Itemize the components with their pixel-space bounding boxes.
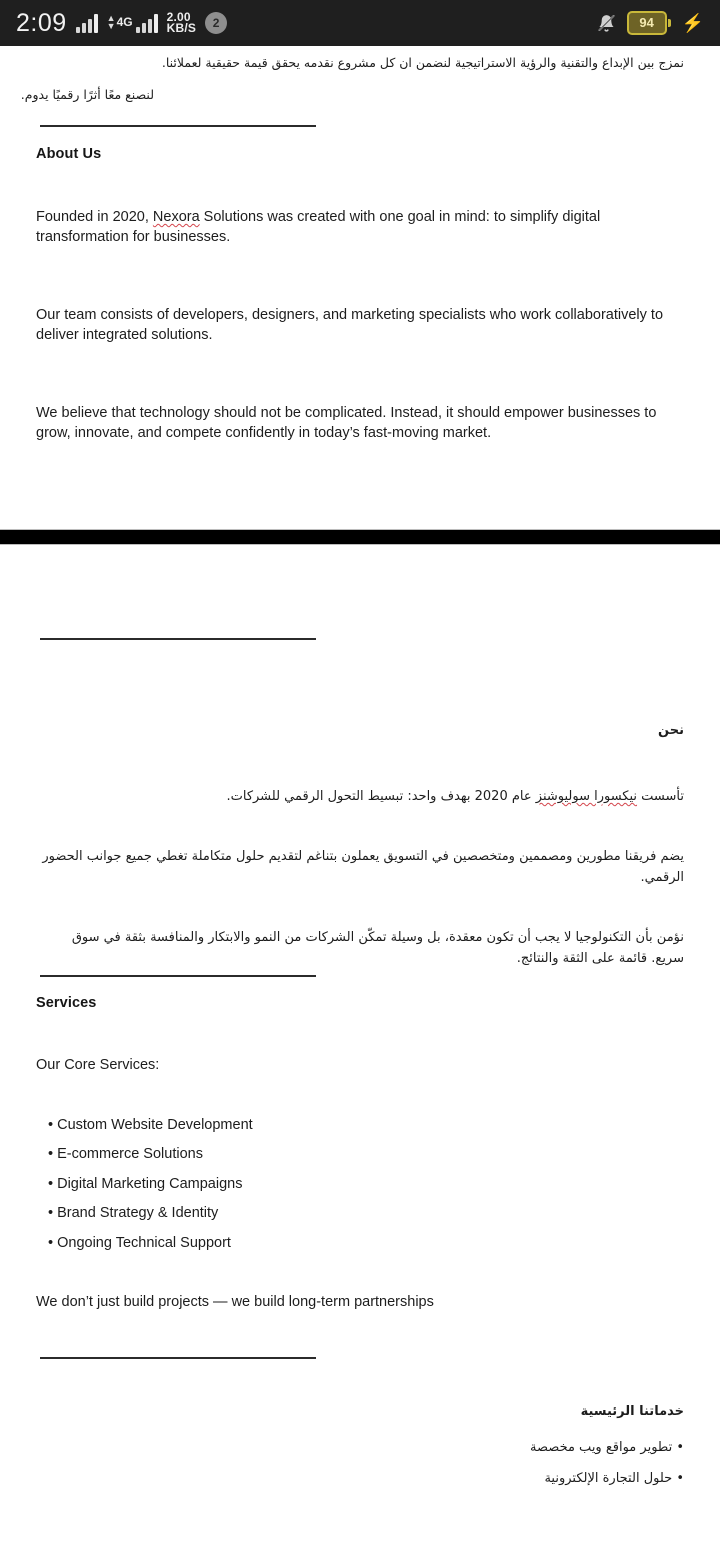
list-item: • Ongoing Technical Support: [48, 1234, 231, 1251]
battery-cap: [668, 19, 671, 27]
heading-about-us: About Us: [36, 146, 102, 162]
signal-bars-icon: [76, 14, 98, 33]
document-page-two: [0, 545, 720, 1489]
list-item: • Custom Website Development: [48, 1116, 253, 1133]
status-bar-right: [597, 11, 704, 35]
document-viewer[interactable]: [0, 46, 720, 1489]
clock: 2:09: [16, 8, 67, 37]
list-item: • حلول التجارة الإلكترونية: [544, 1470, 684, 1486]
arabic-intro-line-1: نمزج بين الإبداع والتقنية والرؤية الاستراتيجية لنضمن ان كل مشروع نقدمه يحقق قيمة حقيقية لعملائنا.: [161, 55, 684, 70]
list-item: • E-commerce Solutions: [48, 1146, 203, 1162]
services-intro: Our Core Services:: [36, 1057, 160, 1073]
arabic-intro-line-2: لنصنع معًا أثرًا رقميًا يدوم.: [20, 87, 154, 102]
heading-nahnu: نحن: [658, 723, 684, 738]
data-transfer-arrows-icon: ▲ ▼: [106, 12, 116, 31]
bell-muted-icon: [597, 13, 616, 33]
heading-services-arabic: خدماتنا الرئيسية: [580, 1403, 684, 1419]
misspelled-word-nexora-arabic[interactable]: نيكسورا سوليوشنز: [535, 789, 638, 804]
paragraph-founded-post: Solutions was created with one goal in mind: to simplify digital transformation for businesses.: [36, 209, 601, 245]
network-speed-value: 2.00: [166, 10, 191, 24]
paragraph-arabic-believe: نؤمن بأن التكنولوجيا لا يجب أن تكون معقدة، بل وسيلة تمكّن الشركات من النمو والابتكار والمنافسة بثقة في سوق سريع. قائمة على الثقة والنتائج.: [71, 930, 684, 966]
battery-body: [627, 11, 667, 35]
network-speed-indicator: [167, 12, 196, 34]
network-generation-label: [107, 14, 133, 30]
battery-indicator: [627, 11, 671, 35]
page-break-divider: [0, 529, 720, 545]
signal-bars-secondary-icon: [136, 14, 158, 33]
status-bar-left: [16, 9, 227, 38]
mobile-data-indicator: [107, 14, 158, 33]
document-page-one: [0, 46, 720, 529]
paragraph-arabic-founded: [36, 786, 684, 807]
heading-services: Services: [36, 995, 97, 1011]
list-item: • Brand Strategy & Identity: [48, 1205, 219, 1221]
network-speed-unit: KB/S: [166, 21, 197, 35]
paragraph-team: Our team consists of developers, designers, and marketing specialists who work collaboratively to deliver integrated solutions.: [36, 307, 664, 343]
paragraph-believe: We believe that technology should not be complicated. Instead, it should empower businesses to grow, innovate, and compete confidently in today’s fast-moving market.: [36, 405, 657, 441]
partnership-statement: We don’t just build projects — we build long-term partnerships: [36, 1294, 434, 1310]
list-item: • تطوير مواقع ويب مخصصة: [530, 1439, 684, 1455]
paragraph-founded: [36, 208, 666, 247]
network-generation-text: 4G: [116, 14, 133, 29]
battery-percent-text: 94: [639, 15, 654, 30]
paragraph-founded-pre: Founded in 2020,: [36, 209, 153, 225]
misspelled-word-nexora[interactable]: Nexora: [152, 209, 200, 225]
status-bar: [0, 0, 720, 46]
charging-bolt-icon: ⚡: [681, 13, 704, 33]
notification-count-badge: 2: [205, 12, 227, 34]
paragraph-arabic-team: يضم فريقنا مطورين ومصممين ومتخصصين في التسويق يعملون بتناغم لتقديم حلول متكاملة تغطي جميع جوانب الحضور الرقمي.: [42, 849, 684, 885]
list-item: • Digital Marketing Campaigns: [48, 1175, 243, 1192]
paragraph-arabic-founded-post: عام 2020 بهدف واحد: تبسيط التحول الرقمي للشركات.: [226, 789, 536, 804]
paragraph-arabic-founded-pre: تأسست: [637, 789, 684, 804]
